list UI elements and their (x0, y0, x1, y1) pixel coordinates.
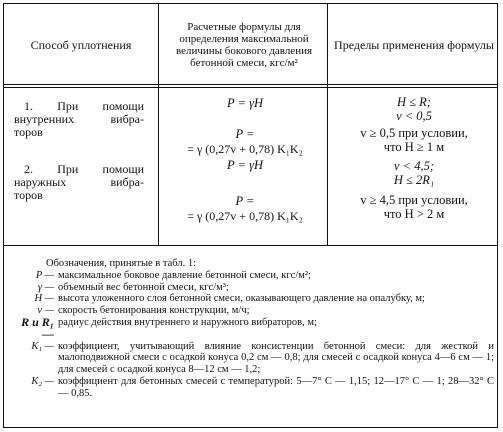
note-text: коэффициент для бетонных смесей с температурой: 5—7° С — 1,15; 12—17° С — 1; 28—32° С — 0,85. (58, 375, 494, 399)
note-symbol: K₁ — (31, 340, 54, 352)
limit-row-2-b: H ≤ 2R₁ (393, 173, 435, 187)
limit-row-2-d: что H > 2 м (383, 207, 445, 221)
note-item (8, 376, 494, 400)
note-symbol: H — (34, 293, 54, 305)
note-item (8, 270, 494, 282)
notes-section (8, 258, 494, 400)
note-symbol: γ — (37, 281, 54, 293)
limit-row-1-c: v ≥ 0,5 при условии, (360, 126, 468, 140)
column-divider-1 (158, 3, 159, 245)
method-row-1 (14, 100, 144, 139)
limit-row-2-a: v < 4,5; (393, 159, 435, 173)
note-text: радиус действия внутреннего и наружного вибраторов, м; (58, 316, 317, 328)
formula-row-2-simple: P = γH (226, 158, 264, 172)
formula-row-1-vibrated-lead: P = (235, 127, 255, 141)
formula-row-2-vibrated: = γ (0,27v + 0,78) K₁K₂ (187, 209, 303, 223)
notes-title: Обозначения, принятые в табл. 1: (46, 258, 197, 269)
header-formula: Расчетные формулы для определения максимальной величины бокового давления бетонной смеси, кгс/м² (175, 21, 313, 69)
formula-row-1-vibrated: = γ (0,27v + 0,78) K₁K₂ (187, 142, 303, 156)
note-symbol: R и R₁ — (21, 314, 54, 341)
note-item (8, 314, 494, 341)
method-line: внутренних вибра- (14, 112, 144, 126)
note-text: коэффициент, учитывающий влияние консистенции бетонной смеси: для жесткой и малоподвижной смеси с осадкой конуса 0,2 см — 0,8; для смесей с осадкой конуса 4—6 см — 1; для смесей с осадкой конуса 8—12 см — 1,2; (58, 340, 494, 376)
note-symbol: v — (37, 305, 54, 317)
note-item (8, 282, 494, 294)
limit-row-1-b: v < 0,5 (396, 109, 432, 123)
note-item (8, 293, 494, 305)
header-divider (3, 84, 498, 85)
method-line: торов (14, 188, 43, 202)
note-symbol: K₂ — (31, 375, 54, 387)
table-bottom-divider (3, 245, 498, 246)
header-divider-double (3, 87, 498, 88)
method-line: торов (14, 125, 43, 139)
note-text: объемный вес бетонной смеси, кгс/м³; (58, 281, 229, 293)
method-line: 2. При помощи (24, 162, 144, 176)
limit-row-2-c: v ≥ 4,5 при условии, (360, 193, 468, 207)
method-line: 1. При помощи (24, 99, 144, 113)
note-symbol: P — (35, 269, 54, 281)
header-limits: Пределы применения формулы (334, 38, 494, 52)
method-row-2 (14, 163, 144, 202)
formula-row-1-simple: P = γH (226, 96, 264, 110)
note-item (8, 341, 494, 376)
limit-row-1-d: что H ≥ 1 м (383, 140, 445, 154)
note-text: высота уложенного слоя бетонной смеси, оказывающего давление на опалубку, м; (58, 293, 425, 305)
note-text: максимальное боковое давление бетонной смеси, кгс/м²; (58, 269, 311, 281)
formula-row-2-vibrated-lead: P = (235, 194, 255, 208)
note-text: скорость бетонирования конструкции, м/ч; (58, 305, 250, 317)
header-method: Способ уплотнения (30, 38, 132, 52)
note-item (8, 305, 494, 317)
method-line: наружных вибра- (14, 175, 144, 189)
limit-row-1-a: H ≤ R; (397, 95, 431, 109)
column-divider-2 (327, 3, 328, 245)
